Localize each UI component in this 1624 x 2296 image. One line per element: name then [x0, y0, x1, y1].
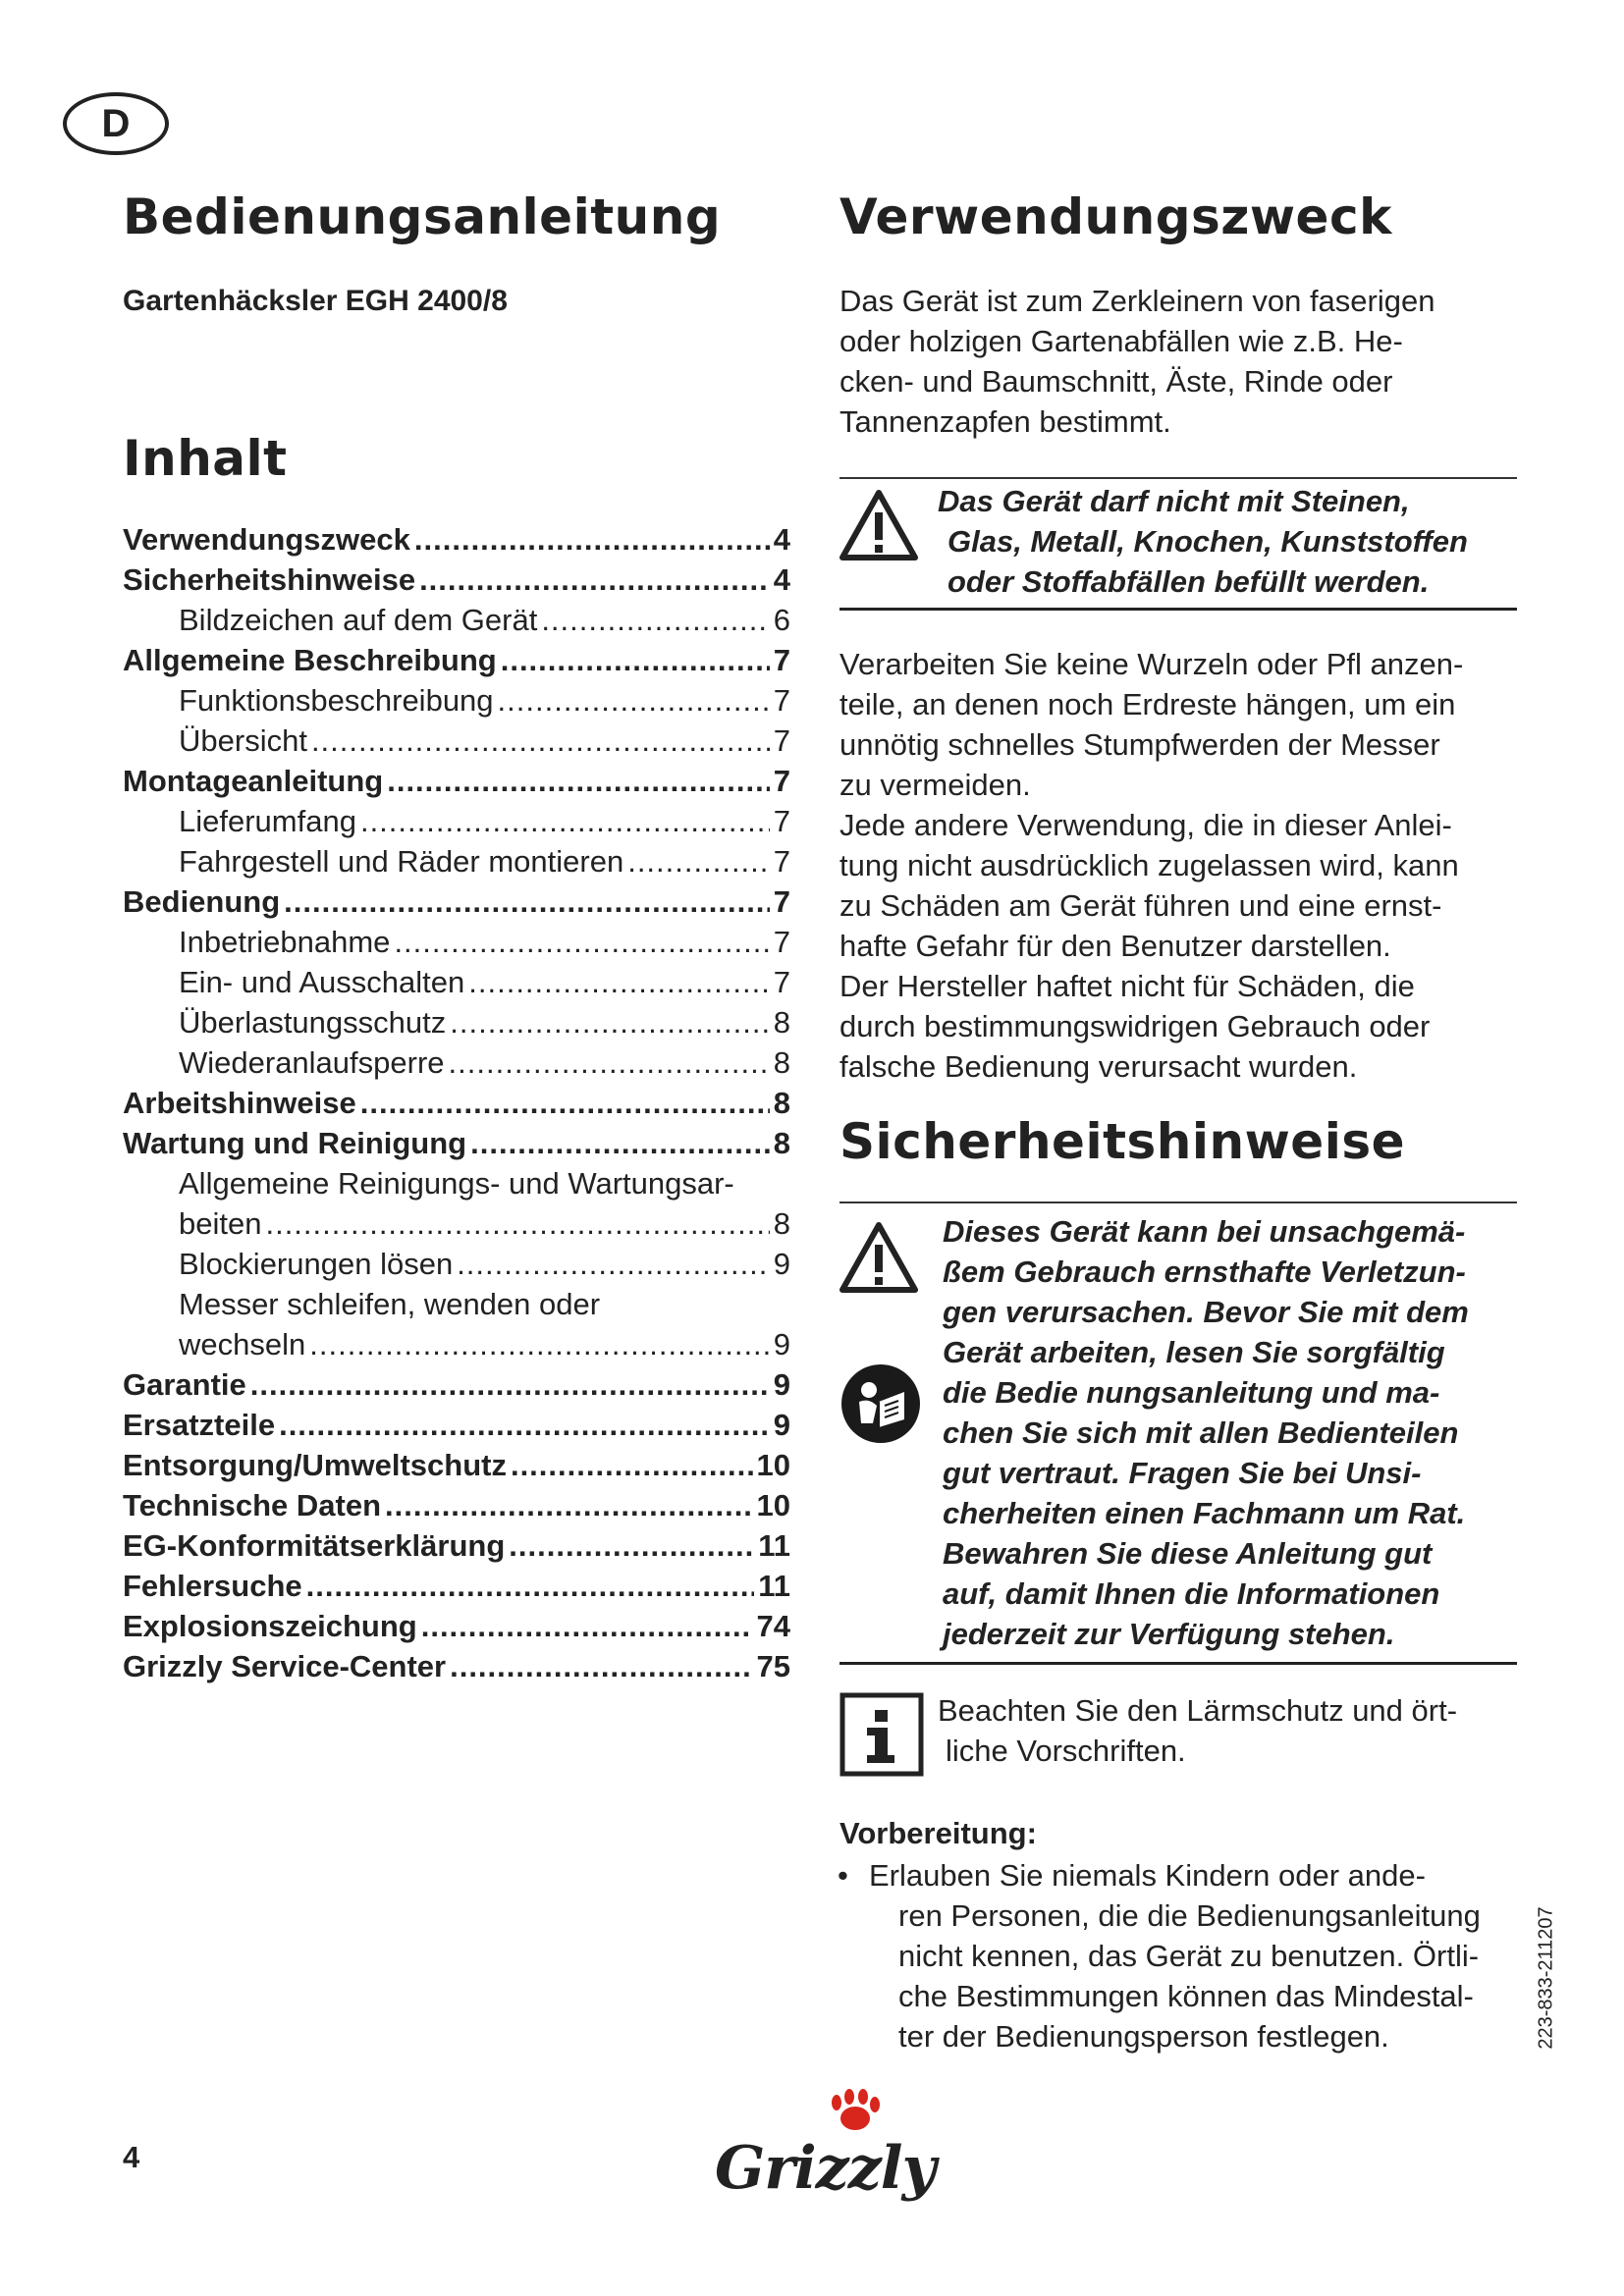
toc-entry-label: Allgemeine Reinigungs- und Wartungsar- — [179, 1166, 734, 1201]
toc-entry-page: 8 — [773, 1045, 790, 1080]
text-line: Tannenzapfen bestimmt. — [839, 404, 1171, 439]
toc-dot-leader — [279, 1408, 770, 1443]
section-title-sicherheitshinweise: Sicherheitshinweise — [839, 1113, 1406, 1170]
warning-text-safety — [943, 1211, 1532, 1654]
text-line: durch bestimmungswidrigen Gebrauch oder — [839, 1009, 1431, 1043]
text-line: cken- und Baumschnitt, Äste, Rinde oder — [839, 364, 1393, 399]
toc-dot-leader — [387, 764, 770, 799]
toc-entry-page: 11 — [758, 1528, 790, 1563]
toc-entry-label: Bildzeichen auf dem Gerät — [179, 603, 538, 637]
brand-name: Grizzly — [715, 2134, 936, 2203]
toc-entry-page: 8 — [773, 1005, 790, 1040]
toc-entry-page: 9 — [773, 1367, 790, 1402]
toc-dot-leader — [457, 1247, 770, 1282]
text-line: hafte Gefahr für den Benutzer darstellen. — [839, 929, 1391, 963]
toc-dot-leader — [284, 884, 770, 920]
toc-entry-label: Sicherheitshinweise — [123, 562, 416, 597]
toc-entry — [123, 1287, 790, 1327]
toc-entry-page: 75 — [756, 1649, 790, 1683]
toc-entry-page: 7 — [773, 884, 790, 919]
table-of-contents — [123, 522, 790, 1689]
manual-title: Bedienungsanleitung — [123, 188, 722, 245]
toc-dot-leader — [509, 1528, 754, 1564]
warning-triangle-icon — [839, 1221, 918, 1294]
toc-entry-label: Überlastungsschutz — [179, 1005, 447, 1040]
toc-dot-leader — [421, 1609, 753, 1644]
toc-entry-page: 6 — [773, 603, 790, 637]
page-number: 4 — [123, 2140, 140, 2174]
toc-entry — [123, 522, 790, 562]
text-line: Das Gerät ist zum Zerkleinern von faserigen — [839, 284, 1435, 318]
toc-entry — [123, 844, 790, 884]
bullet-mark: • — [838, 1858, 848, 1893]
toc-entry-label: Garantie — [123, 1367, 246, 1402]
toc-entry-label: beiten — [179, 1206, 262, 1241]
text-line: jederzeit zur Verfügung stehen. — [943, 1617, 1395, 1651]
toc-entry-label: Fahrgestell und Räder montieren — [179, 844, 624, 879]
section-title-verwendungszweck: Verwendungszweck — [839, 188, 1392, 245]
toc-entry-page: 9 — [773, 1327, 790, 1362]
preparation-title: Vorbereitung: — [839, 1816, 1037, 1850]
toc-entry-page: 4 — [773, 522, 790, 557]
toc-entry-label: Messer schleifen, wenden oder — [179, 1287, 601, 1321]
text-line: zu Schäden am Gerät führen und eine ernst- — [839, 888, 1442, 923]
toc-entry-label: Technische Daten — [123, 1488, 382, 1522]
toc-entry — [123, 603, 790, 643]
read-manual-icon — [839, 1362, 922, 1445]
toc-dot-leader — [385, 1488, 753, 1523]
toc-entry-label: Grizzly Service-Center — [123, 1649, 447, 1683]
toc-entry — [123, 965, 790, 1005]
toc-dot-leader — [627, 844, 770, 880]
toc-entry-label: Explosionszeichung — [123, 1609, 417, 1643]
text-line: unnötig schnelles Stumpfwerden der Messer — [839, 727, 1440, 762]
product-name: Gartenhäcksler EGH 2400/8 — [123, 285, 508, 317]
toc-dot-leader — [468, 965, 770, 1000]
toc-entry — [123, 1126, 790, 1166]
toc-entry — [123, 804, 790, 844]
toc-entry-label: Inbetriebnahme — [179, 925, 391, 959]
toc-entry-page: 9 — [773, 1408, 790, 1442]
language-badge: D — [63, 92, 169, 155]
toc-entry — [123, 764, 790, 804]
text-line: tung nicht ausdrücklich zugelassen wird, kann — [839, 848, 1459, 882]
toc-entry-page: 8 — [773, 1126, 790, 1160]
toc-entry-page: 74 — [756, 1609, 790, 1643]
toc-entry-page: 7 — [773, 723, 790, 758]
text-line: oder Stoffabfällen befüllt werden. — [947, 564, 1430, 599]
grizzly-logo — [715, 2089, 936, 2207]
text-line: Der Hersteller haftet nicht für Schäden, die — [839, 969, 1415, 1003]
toc-dot-leader — [450, 1649, 752, 1684]
toc-entry-page: 7 — [773, 844, 790, 879]
toc-entry — [123, 1488, 790, 1528]
text-line: oder holzigen Gartenabfällen wie z.B. He- — [839, 324, 1403, 358]
text-line: Bewahren Sie diese Anleitung gut — [943, 1536, 1433, 1571]
toc-dot-leader — [419, 562, 770, 598]
info-icon — [839, 1692, 924, 1777]
warning-text-materials — [938, 481, 1527, 602]
toc-entry-label: Wartung und Reinigung — [123, 1126, 467, 1160]
document-code-wrapper — [1527, 1895, 1566, 2061]
toc-entry-page: 4 — [773, 562, 790, 597]
toc-entry-label: Bedienung — [123, 884, 281, 919]
toc-dot-leader — [449, 1045, 770, 1081]
toc-dot-leader — [450, 1005, 770, 1041]
toc-dot-leader — [394, 925, 769, 960]
toc-entry — [123, 1649, 790, 1689]
text-line: teile, an denen noch Erdreste hängen, um ein — [839, 687, 1456, 721]
toc-entry-label: Lieferumfang — [179, 804, 356, 838]
toc-entry — [123, 1609, 790, 1649]
toc-entry-page: 7 — [773, 804, 790, 838]
text-line: gen verursachen. Bevor Sie mit dem — [943, 1295, 1469, 1329]
toc-dot-leader — [541, 603, 769, 638]
toc-entry — [123, 1448, 790, 1488]
toc-entry — [123, 925, 790, 965]
toc-dot-leader — [265, 1206, 769, 1242]
toc-entry-page: 7 — [773, 965, 790, 999]
toc-entry — [123, 1327, 790, 1367]
text-line: Beachten Sie den Lärmschutz und ört- — [938, 1693, 1458, 1728]
text-line: Erlauben Sie niemals Kindern oder ande- — [869, 1858, 1426, 1893]
toc-entry-label: EG-Konformitätserklärung — [123, 1528, 506, 1563]
info-note-text — [938, 1690, 1527, 1771]
text-line: ren Personen, die die Bedienungsanleitung — [898, 1898, 1481, 1933]
toc-entry-page: 7 — [773, 925, 790, 959]
toc-entry — [123, 1206, 790, 1247]
text-line: cherheiten einen Fachmann um Rat. — [943, 1496, 1466, 1530]
toc-entry — [123, 1528, 790, 1569]
toc-entry-label: Ersatzteile — [123, 1408, 276, 1442]
toc-entry — [123, 1086, 790, 1126]
toc-entry — [123, 643, 790, 683]
toc-dot-leader — [470, 1126, 770, 1161]
toc-dot-leader — [501, 643, 770, 678]
toc-dot-leader — [511, 1448, 753, 1483]
toc-entry-page: 7 — [773, 643, 790, 677]
toc-entry-label: Arbeitshinweise — [123, 1086, 356, 1120]
toc-entry — [123, 1569, 790, 1609]
toc-title: Inhalt — [123, 430, 288, 487]
text-line: liche Vorschriften. — [946, 1734, 1186, 1768]
text-line: Verarbeiten Sie keine Wurzeln oder Pfl anzen- — [839, 647, 1464, 681]
toc-dot-leader — [311, 723, 770, 759]
toc-entry — [123, 1005, 790, 1045]
toc-entry — [123, 884, 790, 925]
text-line: chen Sie sich mit allen Bedienteilen — [943, 1415, 1459, 1450]
text-line: die Bedie nungsanleitung und ma- — [943, 1375, 1440, 1410]
text-line: falsche Bedienung verursacht wurden. — [839, 1049, 1358, 1084]
toc-dot-leader — [414, 522, 770, 558]
text-line: ßem Gebrauch ernsthafte Verletzun- — [943, 1255, 1466, 1289]
toc-dot-leader — [498, 683, 770, 719]
text-line: gut vertraut. Fragen Sie bei Unsi- — [943, 1456, 1422, 1490]
toc-entry — [123, 1166, 790, 1206]
toc-entry-label: Ein- und Ausschalten — [179, 965, 465, 999]
toc-entry-label: wechseln — [179, 1327, 306, 1362]
text-line: Gerät arbeiten, lesen Sie sorgfältig — [943, 1335, 1445, 1369]
toc-entry-page: 11 — [758, 1569, 790, 1603]
toc-entry — [123, 683, 790, 723]
text-line: ter der Bedienungsperson festlegen. — [898, 2019, 1389, 2054]
text-line: zu vermeiden. — [839, 768, 1031, 802]
toc-dot-leader — [306, 1569, 755, 1604]
preparation-bullet — [869, 1855, 1517, 2056]
toc-dot-leader — [360, 1086, 770, 1121]
toc-entry-label: Übersicht — [179, 723, 307, 758]
toc-entry-label: Blockierungen lösen — [179, 1247, 454, 1281]
toc-entry-page: 7 — [773, 764, 790, 798]
toc-entry-page: 10 — [756, 1448, 790, 1482]
toc-entry-page: 8 — [773, 1086, 790, 1120]
toc-entry-label: Fehlersuche — [123, 1569, 302, 1603]
usage-restrictions-text — [839, 644, 1517, 1087]
toc-entry-page: 7 — [773, 683, 790, 718]
toc-entry-label: Wiederanlaufsperre — [179, 1045, 445, 1080]
intended-use-text — [839, 281, 1517, 442]
toc-entry-label: Montageanleitung — [123, 764, 384, 798]
toc-entry-label: Funktionsbeschreibung — [179, 683, 494, 718]
toc-entry-page: 9 — [773, 1247, 790, 1281]
text-line: auf, damit Ihnen die Informationen — [943, 1576, 1440, 1611]
toc-entry-page: 8 — [773, 1206, 790, 1241]
toc-entry-page: 10 — [756, 1488, 790, 1522]
toc-entry-label: Allgemeine Beschreibung — [123, 643, 497, 677]
toc-entry — [123, 1247, 790, 1287]
toc-dot-leader — [360, 804, 770, 839]
text-line: Glas, Metall, Knochen, Kunststoffen — [947, 524, 1468, 559]
toc-dot-leader — [250, 1367, 770, 1403]
toc-entry — [123, 562, 790, 603]
toc-dot-leader — [309, 1327, 770, 1362]
document-code: 223-833-211207 — [1535, 1906, 1557, 2050]
warning-triangle-icon — [839, 489, 918, 561]
text-line: Das Gerät darf nicht mit Steinen, — [938, 484, 1410, 518]
toc-entry — [123, 1408, 790, 1448]
text-line: Dieses Gerät kann bei unsachgemä- — [943, 1214, 1466, 1249]
toc-entry-label: Entsorgung/Umweltschutz — [123, 1448, 507, 1482]
toc-entry-label: Verwendungszweck — [123, 522, 410, 557]
toc-entry — [123, 1045, 790, 1086]
text-line: Jede andere Verwendung, die in dieser Anlei- — [839, 808, 1452, 842]
toc-entry — [123, 723, 790, 764]
toc-entry — [123, 1367, 790, 1408]
text-line: nicht kennen, das Gerät zu benutzen. Örtli- — [898, 1939, 1480, 1973]
text-line: che Bestimmungen können das Mindestal- — [898, 1979, 1474, 2013]
